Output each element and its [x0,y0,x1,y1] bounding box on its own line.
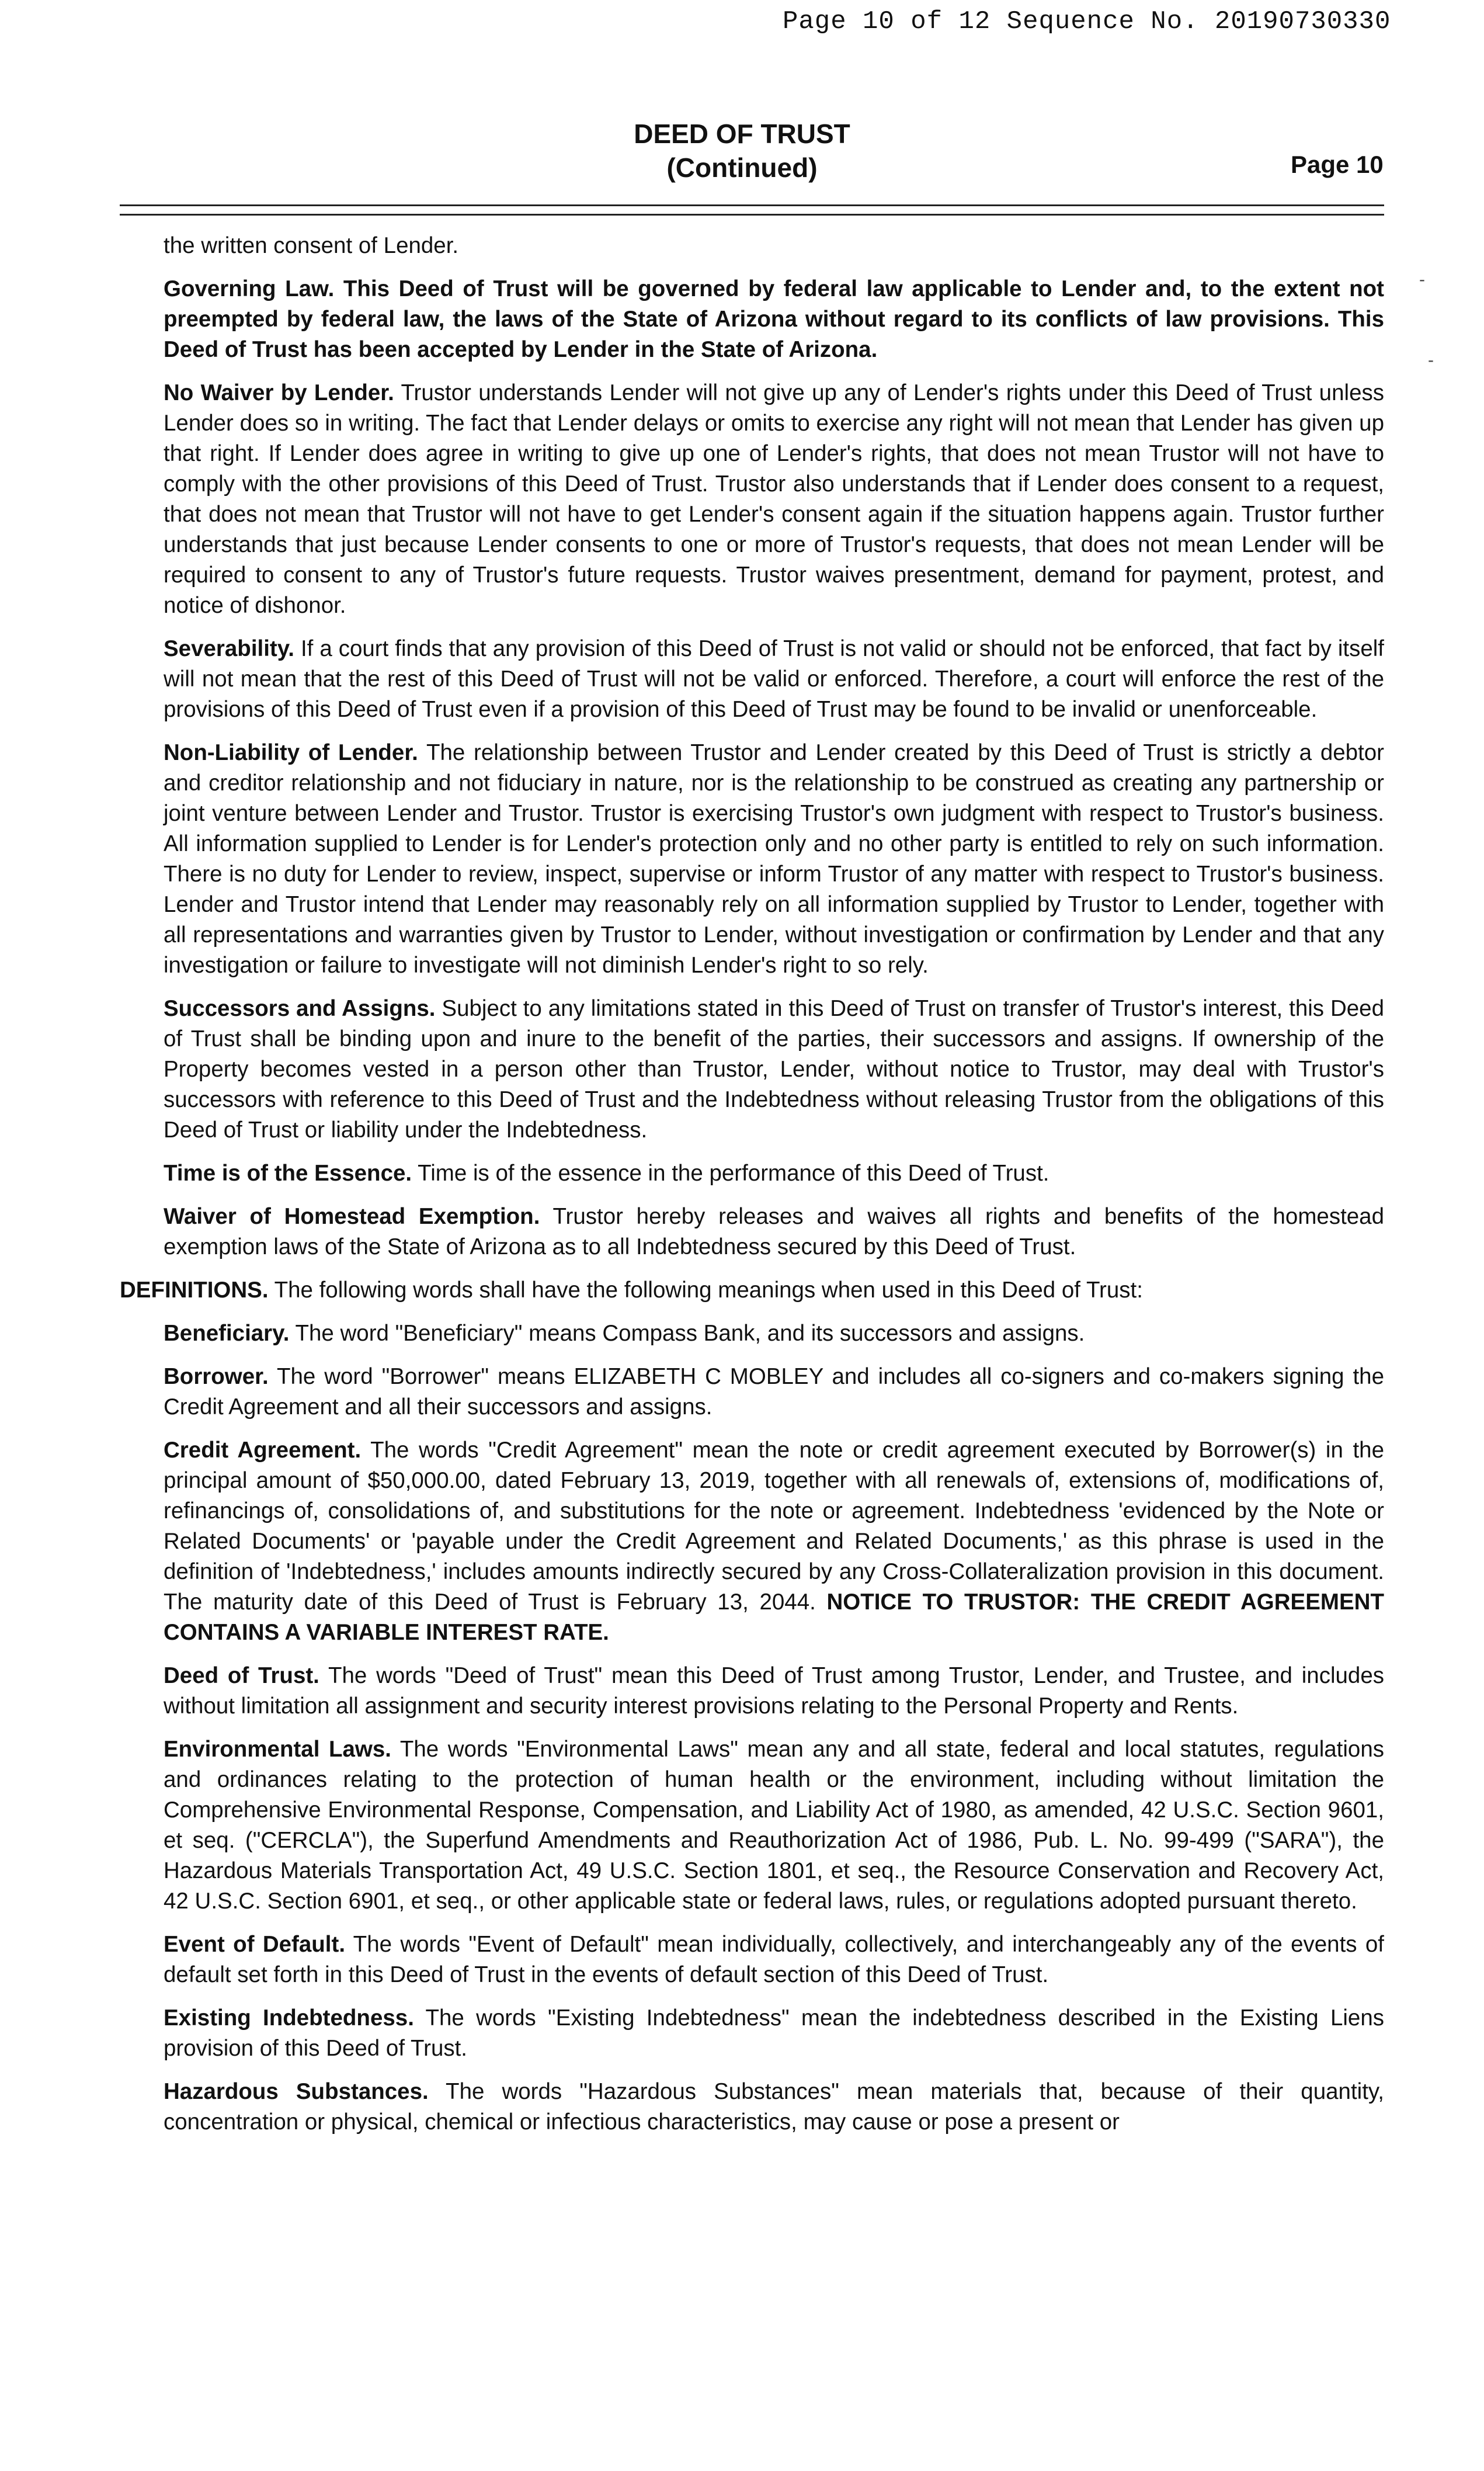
definition-term: Credit Agreement. [164,1438,362,1463]
continued-text: the written consent of Lender. [164,233,459,258]
definitions-heading: DEFINITIONS. [120,1278,269,1303]
definition-beneficiary [164,1318,1384,1349]
definition-term: Deed of Trust. [164,1663,319,1688]
definition-text: The word "Borrower" means ELIZABETH C MOBLEY and includes all co-signers and co-makers signing the Credit Agreement and all their successors and assigns. [164,1364,1384,1420]
definition-environmental-laws [164,1734,1384,1917]
definition-text: The words "Hazardous Substances" mean materials that, because of their quantity, concentration or physical, chemical or infectious characteristics, may cause or pose a present or [164,2079,1384,2135]
variable-rate-notice: NOTICE TO TRUSTOR: THE CREDIT AGREEMENT CONTAINS A VARIABLE INTEREST RATE. [164,1590,1384,1645]
section-text: If a court finds that any provision of this Deed of Trust is not valid or should not be enforced, that fact by itself will not mean that the rest of this Deed of Trust will not be valid or enforced. Therefore, a court will enforce the rest of the provisions of this Deed of Trust even if a provision of this Deed of Trust may be found to be invalid or unenforceable. [164,636,1384,722]
section-text: Trustor understands Lender will not give up any of Lender's rights under this Deed of Trust unless Lender does so in writing. The fact that Lender delays or omits to exercise any right will not mean that Lender has given up that right. If Lender does agree in writing to give up one of Lender's rights, that does not mean Trustor will not have to comply with the other provisions of this Deed of Trust. Trustor also understands that if Lender does consent to a request, that does not mean that Trustor will not have to get Lender's consent again if the situation happens again. Trustor further understands that just because Lender consents to one or more of Trustor's requests, that does not mean Lender will be required to consent to any of Trustor's future requests. Trustor waives presentment, demand for payment, protest, and notice of dishonor. [164,380,1384,618]
section-heading: No Waiver by Lender. [164,380,394,405]
section-no-waiver [164,378,1384,621]
definition-existing-indebtedness [164,2003,1384,2064]
section-text: Time is of the essence in the performance of this Deed of Trust. [418,1161,1049,1186]
definition-credit-agreement [164,1435,1384,1648]
definitions-intro [120,1275,1384,1306]
definition-hazardous-substances [164,2077,1384,2137]
section-governing-law [164,274,1384,365]
document-subtitle: (Continued) [666,152,818,183]
definition-text: The word "Beneficiary" means Compass Bank, and its successors and assigns. [295,1321,1085,1346]
section-heading: Non-Liability of Lender. [164,740,418,765]
section-time-essence [164,1158,1384,1189]
definition-event-of-default [164,1929,1384,1990]
definition-term: Existing Indebtedness. [164,2005,414,2031]
definition-text: The words "Credit Agreement" mean the note or credit agreement executed by Borrower(s) in the principal amount of $50,000.00, dated February 13, 2019, together with all renewals of, extensions of, modifications of, refinancings of, consolidations of, and substitutions for the note or agreement. Indebtedness 'evidenced by the Note or Related Documents' or 'payable under the Credit Agreement and Related Documents,' as this phrase is used in the definition of 'Indebtedness,' includes amounts indirectly secured by any Cross-Collateralization provision in this document. The maturity date of this Deed of Trust is February 13, 2044. [164,1438,1384,1615]
section-successors [164,994,1384,1146]
scan-speck-mark: - [1428,350,1434,370]
section-text: The relationship between Trustor and Lender created by this Deed of Trust is strictly a debtor and creditor relationship and not fiduciary in nature, nor is the relationship to be construed as creating any partnership or joint venture between Lender and Trustor. Trustor is exercising Trustor's own judgment with respect to Trustor's business. All information supplied to Lender is for Lender's protection only and no other party is entitled to rely on such information. There is no duty for Lender to review, inspect, supervise or inform Trustor of any matter with respect to Trustor's business. Lender and Trustor intend that Lender may reasonably rely on all information supplied by Trustor to Lender, together with all representations and warranties given by Trustor to Lender, without investigation or confirmation by Lender and that any investigation or failure to investigate will not diminish Lender's right to so rely. [164,740,1384,978]
definition-text: The words "Environmental Laws" mean any and all state, federal and local statutes, regulations and ordinances relating to the protection of human health or the environment, including without limitation the Comprehensive Environmental Response, Compensation, and Liability Act of 1980, as amended, 42 U.S.C. Section 9601, et seq. ("CERCLA"), the Superfund Amendments and Reauthorization Act of 1986, Pub. L. No. 99-499 ("SARA"), the Hazardous Materials Transportation Act, 49 U.S.C. Section 1801, et seq., the Resource Conservation and Recovery Act, 42 U.S.C. Section 6901, et seq., or other applicable state or federal laws, rules, or regulations adopted pursuant thereto. [164,1737,1384,1914]
section-heading: Waiver of Homestead Exemption. [164,1204,540,1229]
definition-text: The words "Event of Default" mean individually, collectively, and interchangeably any of the events of default set forth in this Deed of Trust in the events of default section of this Deed of Trust. [164,1932,1384,1987]
document-title: DEED OF TRUST [634,119,850,149]
page-number-label: Page 10 [1291,151,1384,178]
header-rule-bottom [120,214,1384,216]
section-severability [164,634,1384,725]
header-rule-top [120,204,1384,206]
section-text: Trustor hereby releases and waives all rights and benefits of the homestead exemption laws of the State of Arizona as to all Indebtedness secured by this Deed of Trust. [164,1204,1384,1259]
definitions-intro-text: The following words shall have the following meanings when used in this Deed of Trust: [274,1278,1143,1303]
definition-text: The words "Existing Indebtedness" mean the indebtedness described in the Existing Liens provision of this Deed of Trust. [164,2005,1384,2061]
definition-term: Event of Default. [164,1932,346,1957]
section-heading: Time is of the Essence. [164,1161,412,1186]
definition-term: Environmental Laws. [164,1737,391,1762]
definition-borrower [164,1362,1384,1422]
section-text: Subject to any limitations stated in this Deed of Trust on transfer of Trustor's interest, this Deed of Trust shall be binding upon and inure to the benefit of the parties, their successors and assigns. If ownership of the Property becomes vested in a person other than Trustor, Lender, without notice to Trustor, may deal with Trustor's successors with reference to this Deed of Trust and the Indebtedness without releasing Trustor from the obligations of this Deed of Trust or liability under the Indebtedness. [164,996,1385,1143]
document-body [120,231,1384,2150]
sequence-number: Page 10 of 12 Sequence No. 20190730330 [783,7,1391,36]
section-homestead [164,1202,1384,1262]
scan-speck-mark: - [1419,270,1425,289]
definition-deed-of-trust [164,1661,1384,1722]
definition-text: The words "Deed of Trust" mean this Deed of Trust among Trustor, Lender, and Trustee, and includes without limitation all assignment and security interest provisions relating to the Personal Property and Rents. [164,1663,1384,1719]
section-heading: Severability. [164,636,294,661]
section-heading: Successors and Assigns. [164,996,436,1021]
definition-term: Borrower. [164,1364,269,1389]
section-non-liability [164,738,1384,981]
definition-term: Beneficiary. [164,1321,290,1346]
section-text: This Deed of Trust will be governed by federal law applicable to Lender and, to the extent not preempted by federal law, the laws of the State of Arizona without regard to its conflicts of law provisions. This Deed of Trust has been accepted by Lender in the State of Arizona. [164,276,1385,362]
definition-term: Hazardous Substances. [164,2079,429,2104]
document-title-block [0,117,1484,185]
section-heading: Governing Law. [164,276,335,301]
